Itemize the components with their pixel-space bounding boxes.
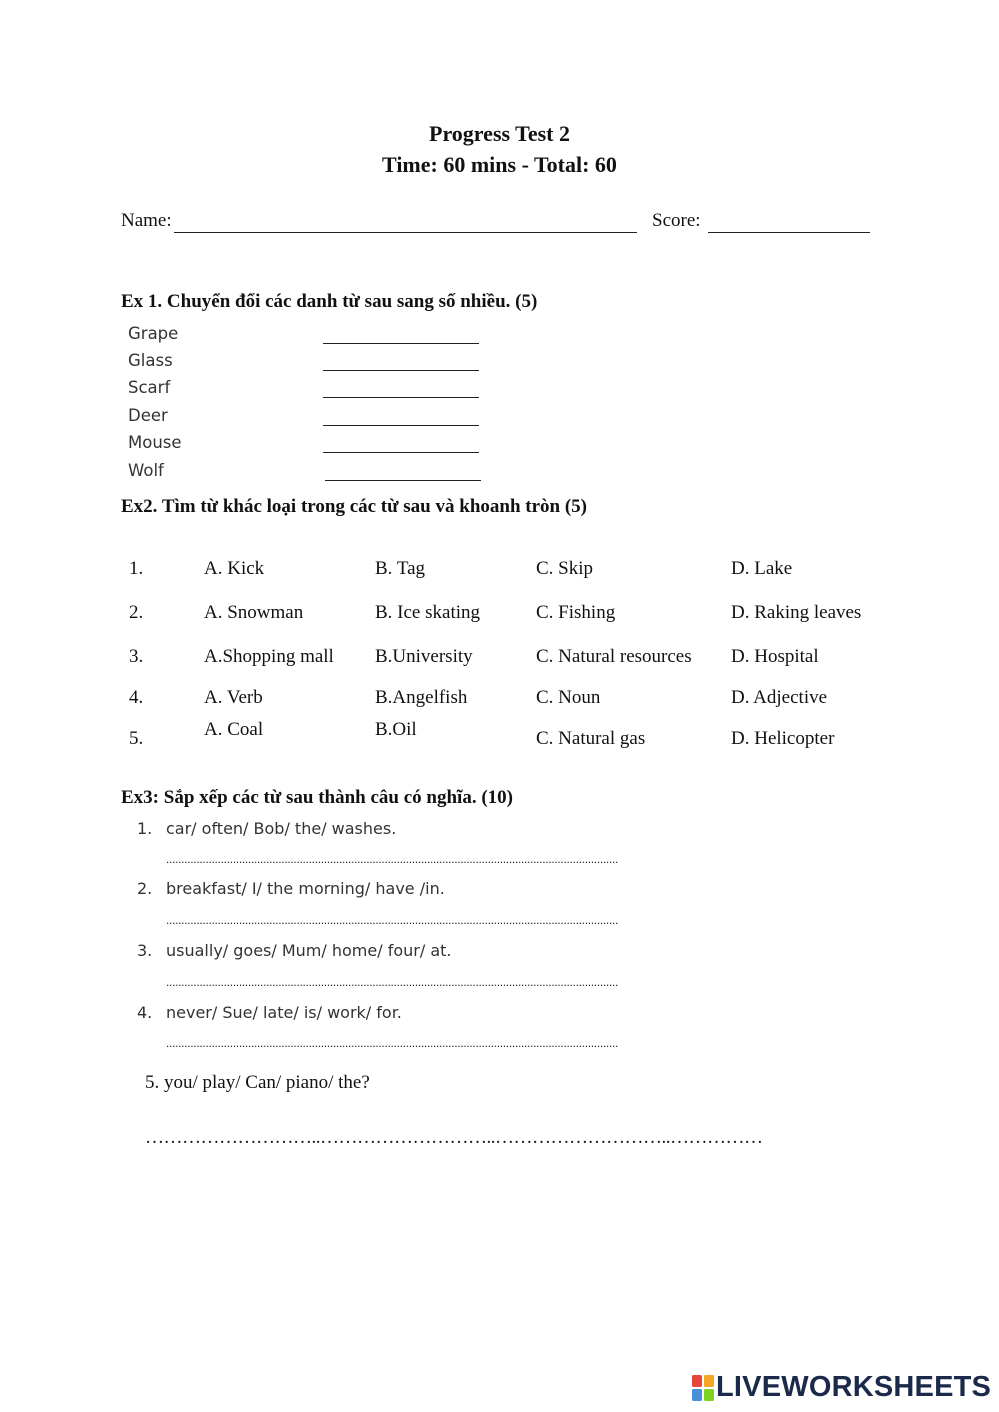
liveworksheets-logo: LIVEWORKSHEETS [716, 1371, 992, 1403]
ex2-option-b[interactable]: B.University [375, 646, 473, 667]
ex2-option-a[interactable]: A. Coal [204, 719, 264, 740]
ex3-item-5-answer[interactable]: ………………………..………………………..………………………..…………… [145, 1127, 763, 1148]
ex3-answer-field[interactable]: ..................................................................................................................................................... [166, 1036, 619, 1050]
ex2-row-number: 4. [129, 687, 144, 708]
ex2-option-d[interactable]: D. Lake [731, 558, 793, 579]
ex3-item-text: usually/ goes/ Mum/ home/ four/ at. [166, 941, 452, 960]
ex2-option-a[interactable]: A. Kick [204, 558, 265, 579]
ex1-answer-field[interactable] [325, 480, 481, 481]
page-subtitle: Time: 60 mins - Total: 60 [382, 152, 617, 177]
ex2-option-b[interactable]: B.Oil [375, 719, 417, 740]
ex2-option-b[interactable]: B. Ice skating [375, 602, 481, 623]
ex1-word: Wolf [128, 461, 164, 480]
ex3-heading: Ex3: Sắp xếp các từ sau thành câu có nghĩa. (10) [121, 787, 513, 808]
ex1-word: Glass [128, 351, 173, 370]
name-label: Name: [121, 210, 172, 231]
ex1-heading: Ex 1. Chuyển đổi các danh từ sau sang số nhiều. (5) [121, 291, 538, 312]
ex3-item-text: car/ often/ Bob/ the/ washes. [166, 819, 397, 838]
ex2-option-d[interactable]: D. Hospital [731, 646, 819, 667]
ex1-word: Deer [128, 406, 168, 425]
ex2-heading: Ex2. Tìm từ khác loại trong các từ sau và khoanh tròn (5) [121, 496, 588, 517]
ex1-word: Scarf [128, 378, 171, 397]
ex3-item-text: never/ Sue/ late/ is/ work/ for. [166, 1003, 402, 1022]
ex3-item-5: 5. you/ play/ Can/ piano/ the? [145, 1072, 370, 1093]
ex1-answer-field[interactable] [323, 425, 479, 426]
ex2-option-d[interactable]: D. Helicopter [731, 728, 835, 749]
ex2-option-c[interactable]: C. Fishing [536, 602, 616, 623]
ex2-option-b[interactable]: B. Tag [375, 558, 426, 579]
ex3-answer-field[interactable]: ..................................................................................................................................................... [166, 913, 619, 927]
ex1-answer-field[interactable] [323, 343, 479, 344]
ex1-answer-field[interactable] [323, 370, 479, 371]
ex2-option-b[interactable]: B.Angelfish [375, 687, 468, 708]
ex2-option-a[interactable]: A. Snowman [204, 602, 304, 623]
ex2-row-number: 1. [129, 558, 144, 579]
score-label: Score: [652, 210, 701, 231]
ex3-item-number: 3. [137, 941, 153, 960]
ex3-item-number: 2. [137, 879, 153, 898]
ex1-answer-field[interactable] [323, 452, 479, 453]
ex1-word: Grape [128, 324, 179, 343]
ex2-option-d[interactable]: D. Raking leaves [731, 602, 862, 623]
ex1-answer-field[interactable] [323, 397, 479, 398]
ex3-item-number: 1. [137, 819, 153, 838]
ex2-row-number: 3. [129, 646, 144, 667]
ex2-option-c[interactable]: C. Natural gas [536, 728, 646, 749]
ex2-option-c[interactable]: C. Noun [536, 687, 601, 708]
ex1-word: Mouse [128, 433, 182, 452]
score-field[interactable] [708, 232, 870, 233]
liveworksheets-logo-icon [692, 1375, 714, 1401]
ex2-option-c[interactable]: C. Skip [536, 558, 594, 579]
ex3-item-text: breakfast/ I/ the morning/ have /in. [166, 879, 445, 898]
ex2-option-a[interactable]: A.Shopping mall [204, 646, 334, 667]
ex2-option-c[interactable]: C. Natural resources [536, 646, 692, 667]
ex3-answer-field[interactable]: ..................................................................................................................................................... [166, 852, 619, 866]
ex2-option-a[interactable]: A. Verb [204, 687, 263, 708]
ex3-answer-field[interactable]: ..................................................................................................................................................... [166, 975, 619, 989]
ex3-item-number: 4. [137, 1003, 153, 1022]
name-field[interactable] [174, 232, 637, 233]
ex2-row-number: 5. [129, 728, 144, 749]
page-title: Progress Test 2 [429, 121, 570, 146]
ex2-option-d[interactable]: D. Adjective [731, 687, 828, 708]
ex2-row-number: 2. [129, 602, 144, 623]
